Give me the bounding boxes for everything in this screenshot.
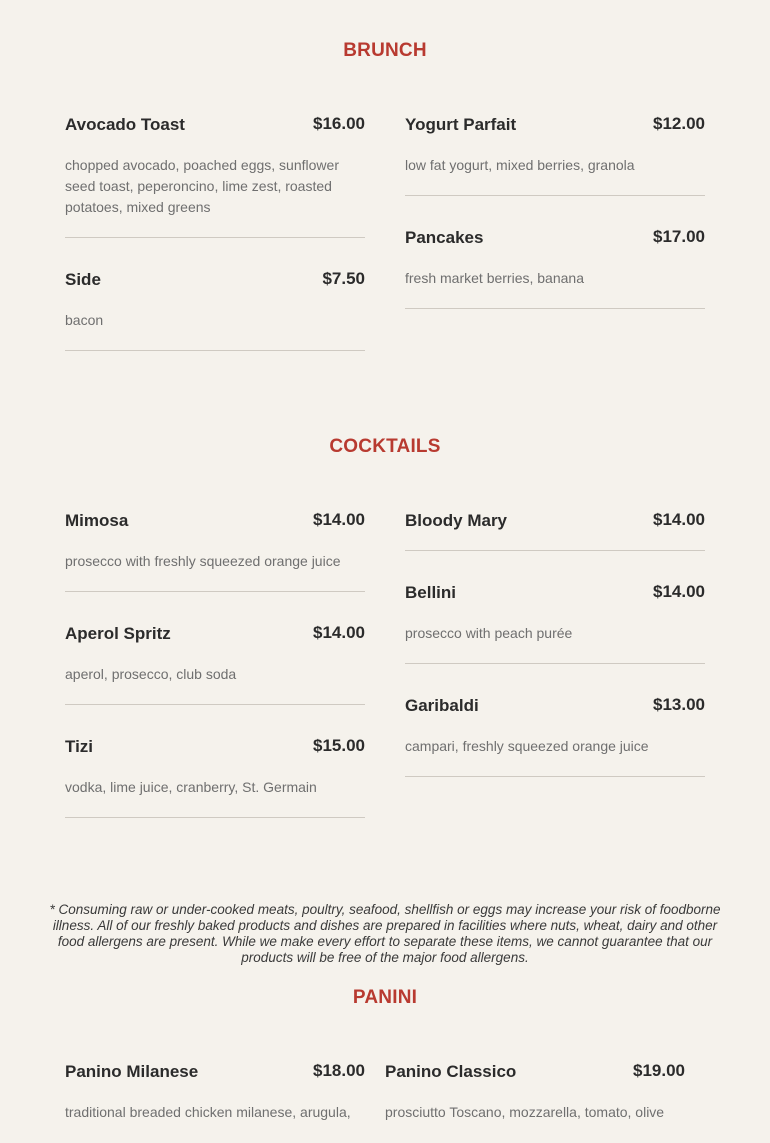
item-price: $15.00 xyxy=(313,736,365,755)
item-name: Side xyxy=(65,270,101,289)
allergen-disclaimer: * Consuming raw or under-cooked meats, poultry, seafood, shellfish or eggs may increase your risk of foodborne illness. All of our freshly baked products and dishes are prepared in facilities where nuts, wheat, dairy and other food allergens are present. While we make every effort to separate these items, we cannot guarantee that our products will be free of the major food allergens. xyxy=(49,902,721,965)
item-name: Garibaldi xyxy=(405,696,479,715)
item-name: Bloody Mary xyxy=(405,511,508,530)
item-price: $17.00 xyxy=(653,227,705,246)
item-description: fresh market berries, banana xyxy=(405,270,584,286)
item-price: $16.00 xyxy=(313,114,365,133)
item-description: campari, freshly squeezed orange juice xyxy=(405,738,649,754)
menu-item-side xyxy=(65,270,365,351)
menu-item-bloody-mary xyxy=(405,511,705,551)
menu-item-panino-classico xyxy=(385,1062,685,1143)
menu-item-mimosa xyxy=(65,511,365,592)
item-price: $14.00 xyxy=(313,510,365,529)
menu-item-avocado-toast xyxy=(65,115,365,238)
section-title-cocktails: COCKTAILS xyxy=(329,436,441,457)
item-price: $14.00 xyxy=(653,510,705,529)
item-price: $13.00 xyxy=(653,695,705,714)
item-description: bacon xyxy=(65,312,104,328)
item-name: Tizi xyxy=(65,737,94,756)
menu-item-garibaldi xyxy=(405,696,705,777)
item-name: Panino Classico xyxy=(385,1062,517,1081)
item-description: prosecco with freshly squeezed orange juice xyxy=(65,553,341,569)
item-description: prosciutto Toscano, mozzarella, tomato, olive xyxy=(385,1104,665,1120)
item-description: traditional breaded chicken milanese, arugula, xyxy=(65,1104,351,1120)
item-price: $7.50 xyxy=(322,269,365,288)
item-name: Panino Milanese xyxy=(65,1062,199,1081)
item-name: Aperol Spritz xyxy=(65,624,171,643)
item-description: low fat yogurt, mixed berries, granola xyxy=(405,157,635,173)
item-name: Pancakes xyxy=(405,228,484,247)
section-title-brunch: BRUNCH xyxy=(343,40,427,61)
item-description: vodka, lime juice, cranberry, St. Germain xyxy=(65,779,317,795)
item-name: Yogurt Parfait xyxy=(405,115,517,134)
menu-item-bellini xyxy=(405,583,705,664)
item-name: Bellini xyxy=(405,583,457,602)
menu-item-yogurt-parfait xyxy=(405,115,705,196)
item-name: Mimosa xyxy=(65,511,129,530)
item-description: chopped avocado, poached eggs, sunflower seed toast, peperoncino, lime zest, roasted potatoes, mixed greens xyxy=(65,157,339,215)
item-description: aperol, prosecco, club soda xyxy=(65,666,237,682)
menu-item-panino-milanese xyxy=(65,1062,365,1143)
item-price: $14.00 xyxy=(313,623,365,642)
section-title-panini: PANINI xyxy=(352,987,418,1008)
menu-item-aperol-spritz xyxy=(65,624,365,705)
item-description: prosecco with peach purée xyxy=(405,625,573,641)
item-price: $12.00 xyxy=(653,114,705,133)
item-price: $14.00 xyxy=(653,582,705,601)
item-name: Avocado Toast xyxy=(65,115,185,134)
item-price: $18.00 xyxy=(313,1061,365,1080)
menu-item-pancakes xyxy=(405,228,705,309)
item-price: $19.00 xyxy=(633,1061,685,1080)
menu-item-tizi xyxy=(65,737,365,818)
